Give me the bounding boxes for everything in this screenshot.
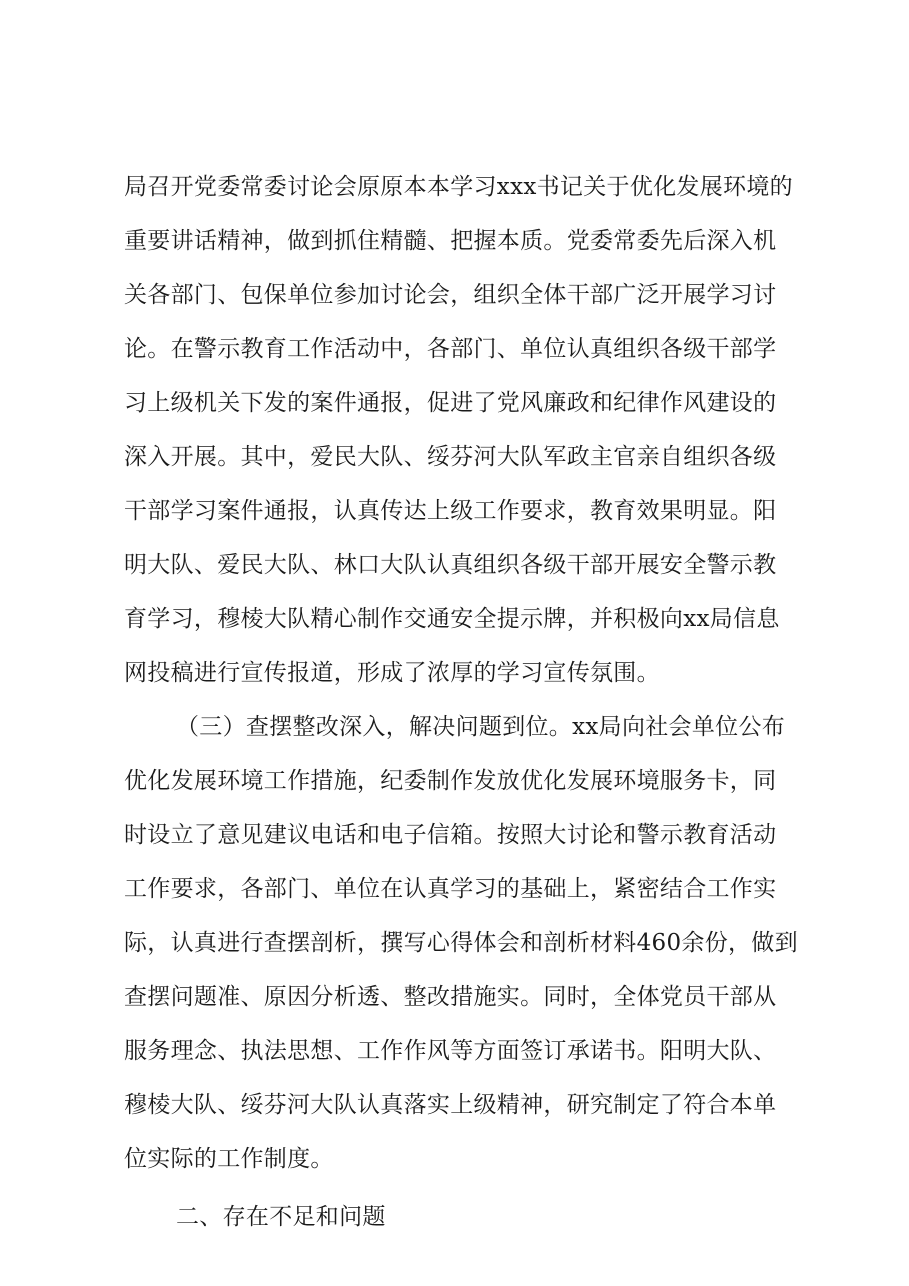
paragraph-1-line: 局召开党委常委讨论会原原本本学习xxx书记关于优化发展环境的 (124, 174, 793, 200)
paragraph-1-line: 网投稿进行宣传报道，形成了浓厚的学习宣传氛围。 (124, 660, 660, 686)
paragraph-1-line: 明大队、爱民大队、林口大队认真组织各级干部开展安全警示教 (124, 552, 777, 578)
paragraph-2-line: 工作要求，各部门、单位在认真学习的基础上，紧密结合工作实 (124, 876, 777, 902)
paragraph-2-line: 优化发展环境工作措施，纪委制作发放优化发展环境服务卡，同 (124, 768, 777, 794)
paragraph-1-line: 论。在警示教育工作活动中，各部门、单位认真组织各级干部学 (124, 336, 777, 362)
document-body (124, 160, 814, 1244)
section-heading: 二、存在不足和问题 (176, 1204, 386, 1230)
paragraph-2-line: 服务理念、执法思想、工作作风等方面签订承诺书。阳明大队、 (124, 1038, 777, 1064)
paragraph-2-line: 查摆问题准、原因分析透、整改措施实。同时，全体党员干部从 (124, 984, 777, 1010)
paragraph-2-line: （三）查摆整改深入，解决问题到位。xx局向社会单位公布 (176, 714, 786, 740)
paragraph-1 (124, 160, 814, 700)
paragraph-2-line: 位实际的工作制度。 (124, 1146, 334, 1172)
paragraph-2-line: 际，认真进行查摆剖析，撰写心得体会和剖析材料460余份，做到 (124, 930, 798, 956)
paragraph-1-line: 干部学习案件通报，认真传达上级工作要求，教育效果明显。阳 (124, 498, 777, 524)
paragraph-1-line: 习上级机关下发的案件通报，促进了党风廉政和纪律作风建设的 (124, 390, 777, 416)
paragraph-2-line: 时设立了意见建议电话和电子信箱。按照大讨论和警示教育活动 (124, 822, 777, 848)
paragraph-1-line: 深入开展。其中，爱民大队、绥芬河大队军政主官亲自组织各级 (124, 444, 777, 470)
paragraph-1-line: 关各部门、包保单位参加讨论会，组织全体干部广泛开展学习讨 (124, 282, 777, 308)
paragraph-2-line: 穆棱大队、绥芬河大队认真落实上级精神，研究制定了符合本单 (124, 1092, 777, 1118)
paragraph-2 (124, 700, 814, 1186)
paragraph-1-line: 育学习，穆棱大队精心制作交通安全提示牌，并积极向xx局信息 (124, 606, 780, 632)
paragraph-1-line: 重要讲话精神，做到抓住精髓、把握本质。党委常委先后深入机 (124, 228, 777, 254)
